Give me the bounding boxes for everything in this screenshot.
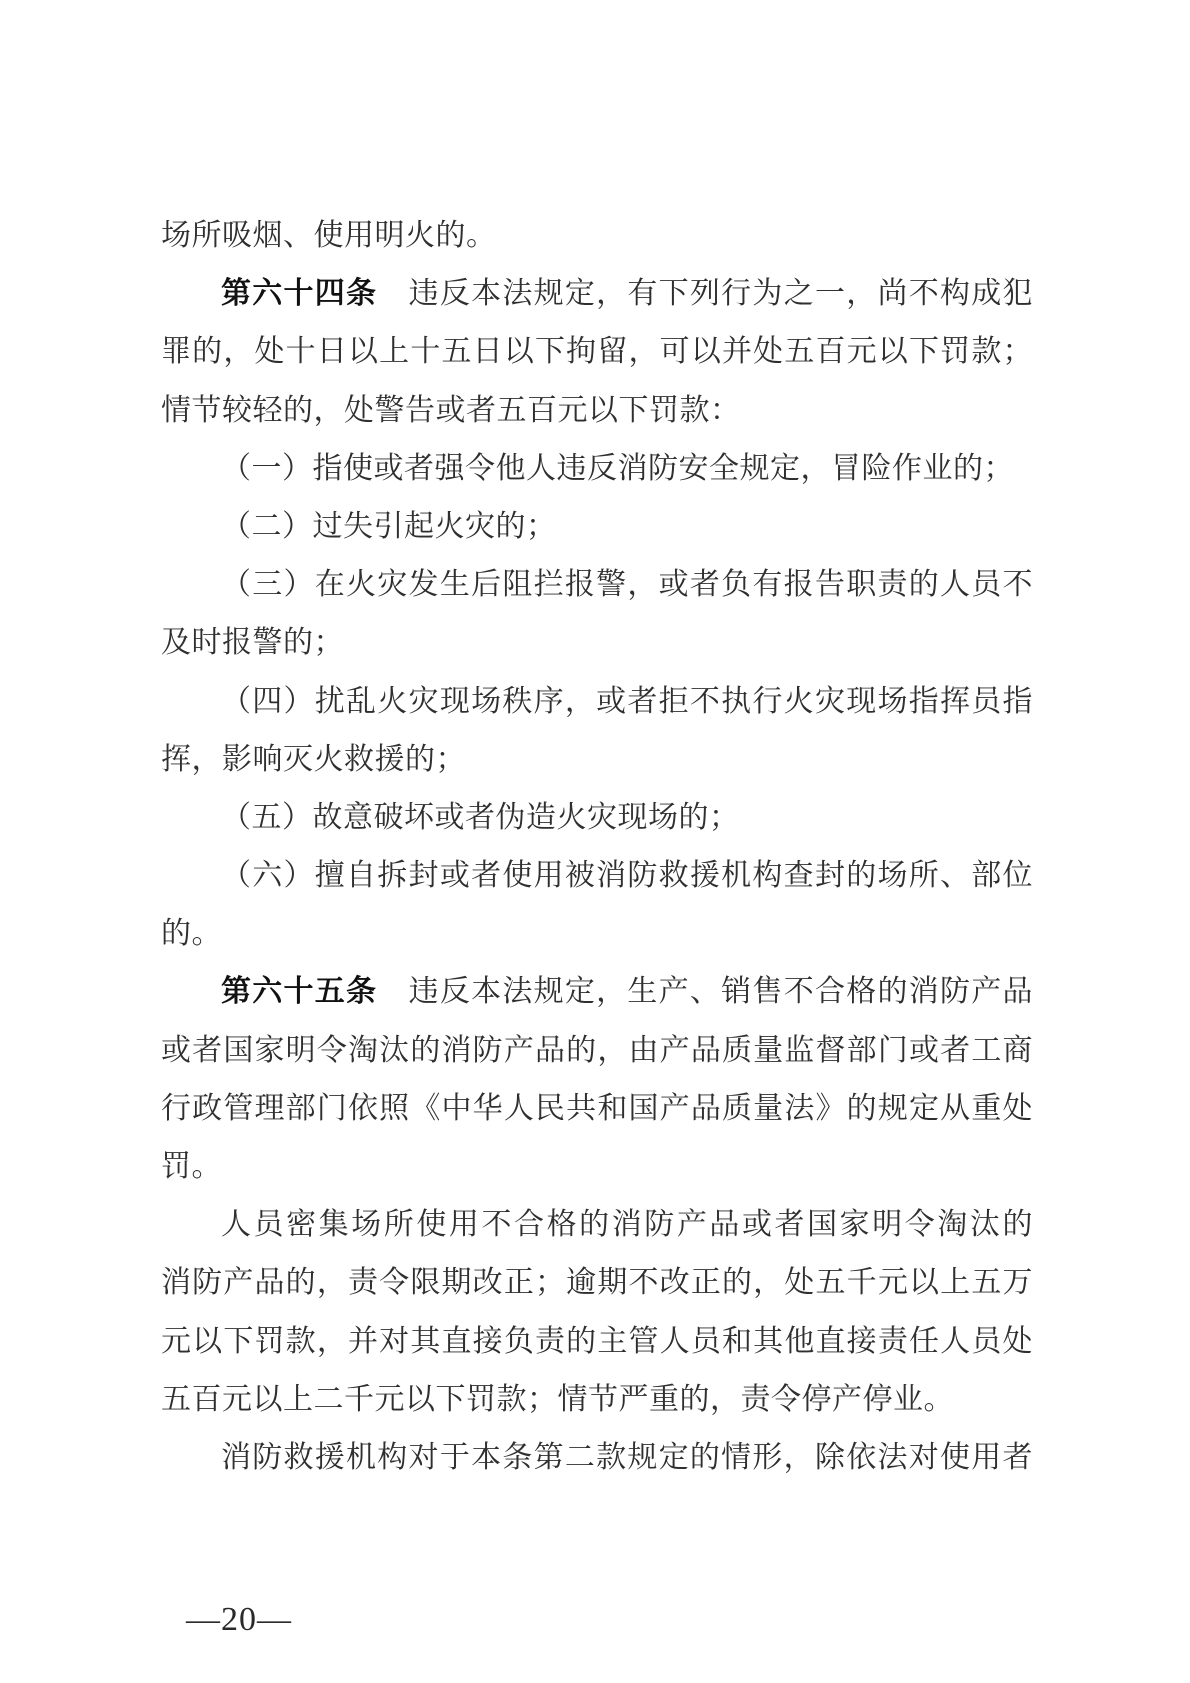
text-segment: （五）故意破坏或者伪造火灾现场的；: [221, 800, 740, 834]
text-segment: （四）扰乱火灾现场秩序，或者拒不执行火灾现场指挥员指: [221, 684, 1033, 718]
page-footer: [186, 1598, 292, 1642]
text-line: [161, 1371, 1033, 1429]
text-segment: 人员密集场所使用不合格的消防产品或者国家明令淘汰的: [221, 1208, 1033, 1242]
text-segment: （六）擅自拆封或者使用被消防救援机构查封的场所、部位: [221, 859, 1033, 893]
text-line: [161, 382, 1033, 440]
text-line: [161, 440, 1033, 498]
text-segment: 罪的，处十日以上十五日以下拘留，可以并处五百元以下罚款；: [161, 335, 1033, 369]
text-segment: 消防产品的，责令限期改正；逾期不改正的，处五千元以上五万: [161, 1266, 1033, 1300]
text-line: [161, 1313, 1033, 1371]
text-segment: 挥，影响灭火救援的；: [161, 742, 466, 776]
text-line: [161, 1429, 1033, 1487]
text-segment: 行政管理部门依照《中华人民共和国产品质量法》的规定从重处: [161, 1091, 1033, 1125]
text-segment: 消防救援机构对于本条第二款规定的情形，除依法对使用者: [221, 1440, 1033, 1474]
text-line: [161, 847, 1033, 905]
text-segment: （一）指使或者强令他人违反消防安全规定，冒险作业的；: [221, 451, 1014, 485]
text-line: [161, 1138, 1033, 1196]
text-line: [161, 1254, 1033, 1312]
text-segment: 及时报警的；: [161, 626, 344, 660]
text-line: [161, 556, 1033, 614]
text-line: [161, 1196, 1033, 1254]
text-line: [161, 498, 1033, 556]
text-segment: 的。: [161, 917, 222, 951]
article-number: 第六十四条: [221, 277, 378, 311]
article-number: 第六十五条: [221, 975, 378, 1009]
text-line: [161, 323, 1033, 381]
text-line: [161, 265, 1033, 323]
text-segment: 情节较轻的，处警告或者五百元以下罚款：: [161, 393, 741, 427]
text-line: [161, 673, 1033, 731]
text-line: [161, 963, 1033, 1021]
text-line: [161, 1022, 1033, 1080]
text-line: [161, 905, 1033, 963]
page-number: —20—: [186, 1601, 292, 1638]
text-line: [161, 731, 1033, 789]
text-segment: 或者国家明令淘汰的消防产品的，由产品质量监督部门或者工商: [161, 1033, 1033, 1067]
text-segment: 违反本法规定，有下列行为之一，尚不构成犯: [377, 277, 1034, 311]
text-line: [161, 207, 1033, 265]
text-line: [161, 614, 1033, 672]
text-line: [161, 1080, 1033, 1138]
text-line: [161, 789, 1033, 847]
text-segment: 违反本法规定，生产、销售不合格的消防产品: [377, 975, 1034, 1009]
text-segment: （三）在火灾发生后阻拦报警，或者负有报告职责的人员不: [221, 568, 1033, 602]
text-segment: 五百元以上二千元以下罚款；情节严重的，责令停产停业。: [161, 1382, 954, 1416]
text-segment: 罚。: [161, 1150, 222, 1183]
text-segment: 场所吸烟、使用明火的。: [161, 219, 497, 252]
legal-text-block: [161, 207, 1033, 1487]
text-segment: 元以下罚款，并对其直接负责的主管人员和其他直接责任人员处: [161, 1324, 1033, 1358]
text-segment: （二）过失引起火灾的；: [221, 509, 557, 543]
